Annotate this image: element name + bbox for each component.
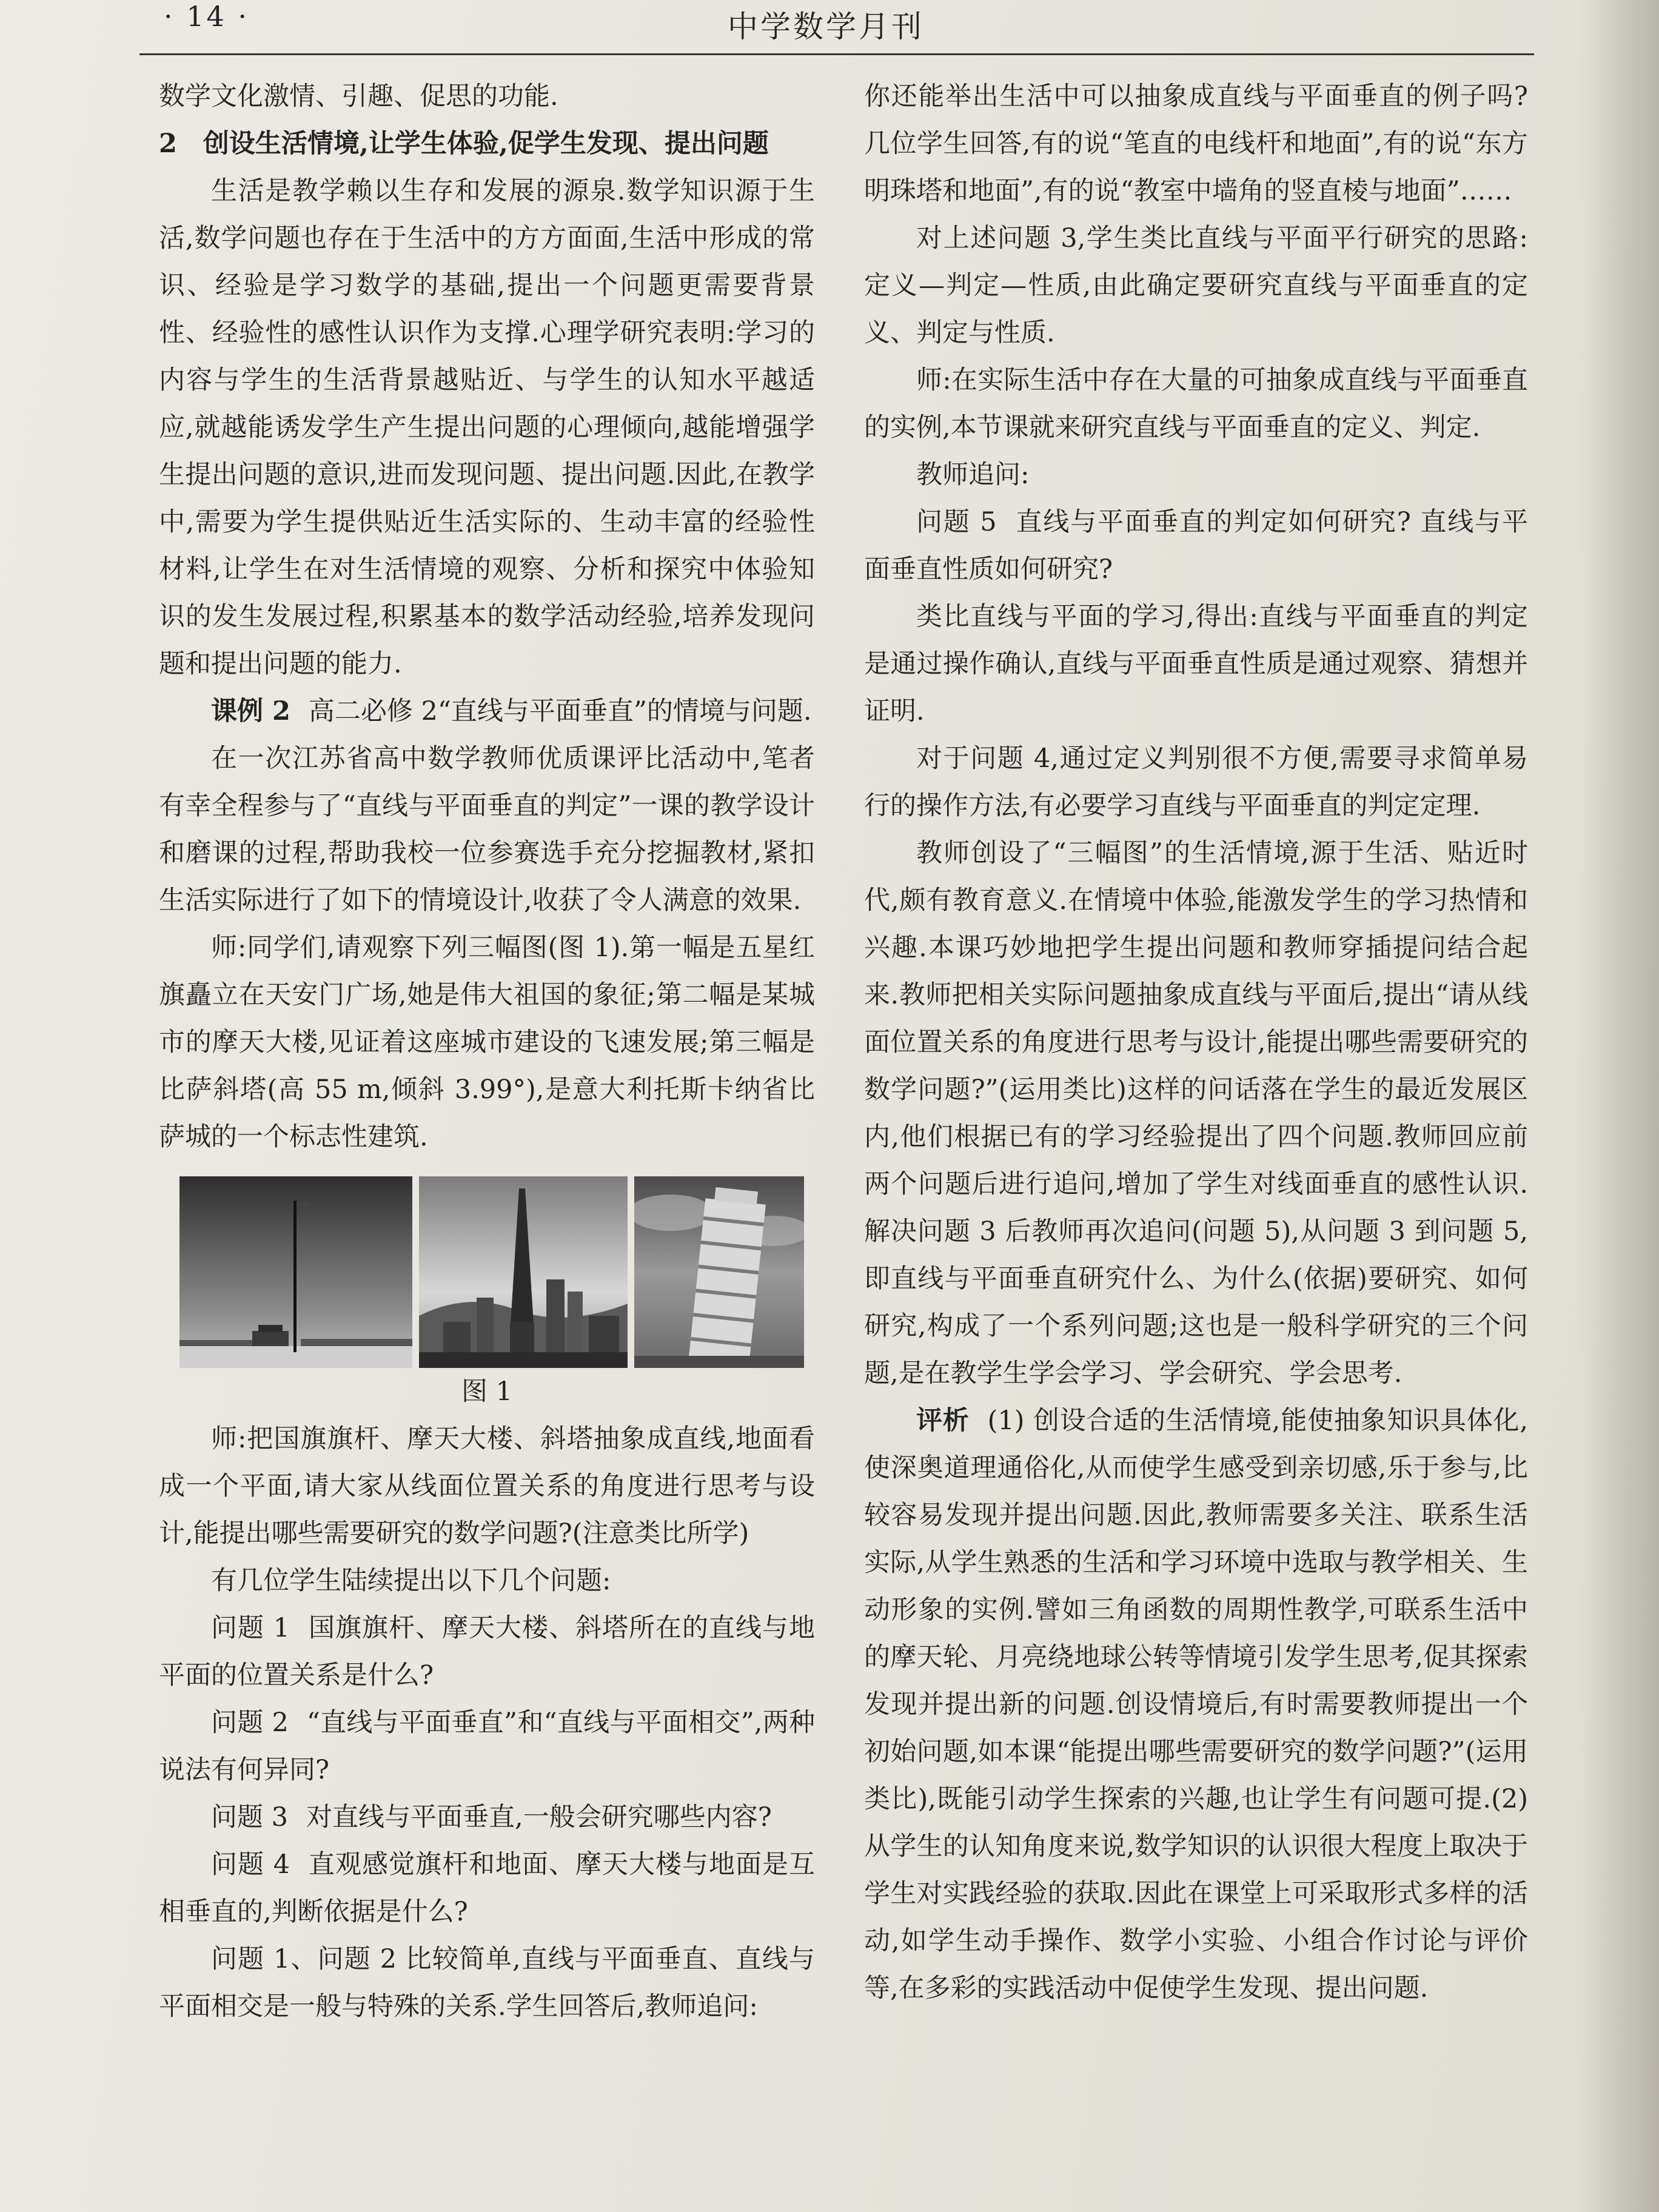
analysis-text: (1) 创设合适的生活情境,能使抽象知识具体化,使深奥道理通俗化,从而使学生感受到亲切感,乐于参与,比较容易发现并提出问题.因此,教师需要多关注、联系生活实际,从学生熟悉的生活和学习环境中选取与教学相关、生动形象的实例.譬如三角函数的周期性教学,可联系生活中的摩天轮、月亮绕地球公转等情境引发学生思考,促其探索发现并提出新的问题.创设情境后,有时需要教师提出一个初始问题,如本课“能提出哪些需要研究的数学问题?”(运用类比),既能引动学生探索的兴趣,也让学生有问题可提.(2) 从学生的认知角度来说,数学知识的认识很大程度上取决于学生对实践经验的获取.因此在课堂上可采取形式多样的活动,如学生动手操作、数学小实验、小组合作讨论与评价等,在多彩的实践活动中促使学生发现、提出问题. [864, 1406, 1529, 2003]
paragraph: 师:同学们,请观察下列三幅图(图 1).第一幅是五星红旗矗立在天安门广场,她是伟大祖国的象征;第二幅是某城市的摩天大楼,见证着这座城市建设的飞速发展;第三幅是比萨斜塔(高 55 m,倾斜 3.99°),是意大利托斯卡纳省比萨城的一个标志性建筑. [159, 933, 815, 1152]
paragraph: 对于问题 4,通过定义判别很不方便,需要寻求简单易行的操作方法,有必要学习直线与平面垂直的判定定理. [864, 743, 1528, 821]
paragraph: 有几位学生陆续提出以下几个问题: [211, 1566, 611, 1596]
paragraph: 生活是教学赖以生存和发展的源泉.数学知识源于生活,数学问题也存在于生活中的方方面面,生活中形成的常识、经验是学习数学的基础,提出一个问题更需要背景性、经验性的感性认识作为支撑.心理学研究表明:学习的内容与学生的生活背景越贴近、与学生的认知水平越适应,就越能诱发学生产生提出问题的心理倾向,越能增强学生提出问题的意识,进而发现问题、提出问题.因此,在教学中,需要为学生提供贴近生活实际的、生动丰富的经验性材料,让学生在对生活情境的观察、分析和探究中体验知识的发生发展过程,积累基本的数学活动经验,培养发现问题和提出问题的能力. [159, 176, 815, 679]
question-label: 问题 1 [211, 1613, 290, 1643]
paragraph: 类比直线与平面的学习,得出:直线与平面垂直的判定是通过操作确认,直线与平面垂直性质是通过观察、猜想并证明. [864, 602, 1528, 726]
question-label: 问题 2 [211, 1708, 289, 1738]
header-rule [139, 53, 1534, 55]
figure-caption: 图 1 [461, 1376, 513, 1407]
question-3 [159, 1794, 815, 1841]
paragraph: 师:在实际生活中存在大量的可抽象成直线与平面垂直的实例,本节课就来研究直线与平面垂直的定义、判定. [864, 365, 1528, 443]
question-text: 直观感觉旗杆和地面、摩天大楼与地面是互相垂直的,判断依据是什么? [159, 1849, 816, 1927]
section-heading: 2 创设生活情境,让学生体验,促学生发现、提出问题 [159, 129, 769, 159]
paragraph: 你还能举出生活中可以抽象成直线与平面垂直的例子吗? 几位学生回答,有的说“笔直的电线杆和地面”,有的说“东方明珠塔和地面”,有的说“教室中墙角的竖直棱与地面”…… [864, 81, 1528, 206]
tiananmen-flagpole-photo [179, 1176, 412, 1368]
example-label: 课例 2 [211, 696, 290, 726]
journal-title: 中学数学月刊 [728, 9, 924, 44]
paragraph: 教师创设了“三幅图”的生活情境,源于生活、贴近时代,颇有教育意义.在情境中体验,能激发学生的学习热情和兴趣.本课巧妙地把学生提出问题和教师穿插提问结合起来.教师把相关实际问题抽象成直线与平面后,提出“请从线面位置关系的角度进行思考与设计,能提出哪些需要研究的数学问题?”(运用类比)这样的问话落在学生的最近发展区内,他们根据已有的学习经验提出了四个问题.教师回应前两个问题后进行追问,增加了学生对线面垂直的感性认识.解决问题 3 后教师再次追问(问题 5),从问题 3 到问题 5,即直线与平面垂直研究什么、为什么(依据)要研究、如何研究,构成了一个系列问题;这也是一般科学研究的三个问题,是在教学生学会学习、学会研究、学会思考. [864, 838, 1528, 1389]
paragraph: 在一次江苏省高中数学教师优质课评比活动中,笔者有幸全程参与了“直线与平面垂直的判定”一课的教学设计和磨课的过程,帮助我校一位参赛选手充分挖掘教材,紧扣生活实际进行了如下的情境设计,收获了令人满意的效果. [159, 743, 815, 916]
paragraph: 教师追问: [916, 460, 1030, 490]
page-number: · 14 · [164, 0, 250, 33]
spine-shadow [1580, 0, 1659, 2212]
figure-1 [179, 1176, 804, 1368]
question-2 [159, 1699, 815, 1794]
question-1 [159, 1604, 815, 1699]
paragraph: 对上述问题 3,学生类比直线与平面平行研究的思路:定义—判定—性质,由此确定要研究直线与平面垂直的定义、判定与性质. [864, 223, 1528, 348]
analysis-paragraph [864, 1397, 1528, 2012]
right-column [864, 73, 1528, 2012]
question-4 [159, 1841, 815, 1936]
example-text: 高二必修 2“直线与平面垂直”的情境与问题. [308, 696, 812, 726]
leaning-tower-photo [634, 1176, 804, 1368]
question-5 [864, 498, 1528, 593]
analysis-label: 评析 [916, 1406, 970, 1436]
question-label: 问题 5 [916, 507, 997, 537]
left-column [159, 73, 815, 2030]
paragraph: 问题 1、问题 2 比较简单,直线与平面垂直、直线与平面相交是一般与特殊的关系.学生回答后,教师追问: [159, 1944, 815, 2022]
example-paragraph [159, 688, 815, 735]
question-text: 对直线与平面垂直,一般会研究哪些内容? [306, 1802, 772, 1832]
question-text: 直线与平面垂直的判定如何研究? 直线与平面垂直性质如何研究? [864, 507, 1528, 585]
question-text: “直线与平面垂直”和“直线与平面相交”,两种说法有何异同? [159, 1708, 815, 1785]
paragraph: 数学文化激情、引趣、促思的功能. [159, 81, 558, 112]
question-label: 问题 3 [211, 1802, 289, 1832]
paragraph: 师:把国旗旗杆、摩天大楼、斜塔抽象成直线,地面看成一个平面,请大家从线面位置关系的角度进行思考与设计,能提出哪些需要研究的数学问题?(注意类比所学) [159, 1424, 815, 1549]
question-label: 问题 4 [211, 1849, 290, 1880]
skyscraper-photo [419, 1176, 628, 1368]
question-text: 国旗旗杆、摩天大楼、斜塔所在的直线与地平面的位置关系是什么? [159, 1613, 816, 1691]
